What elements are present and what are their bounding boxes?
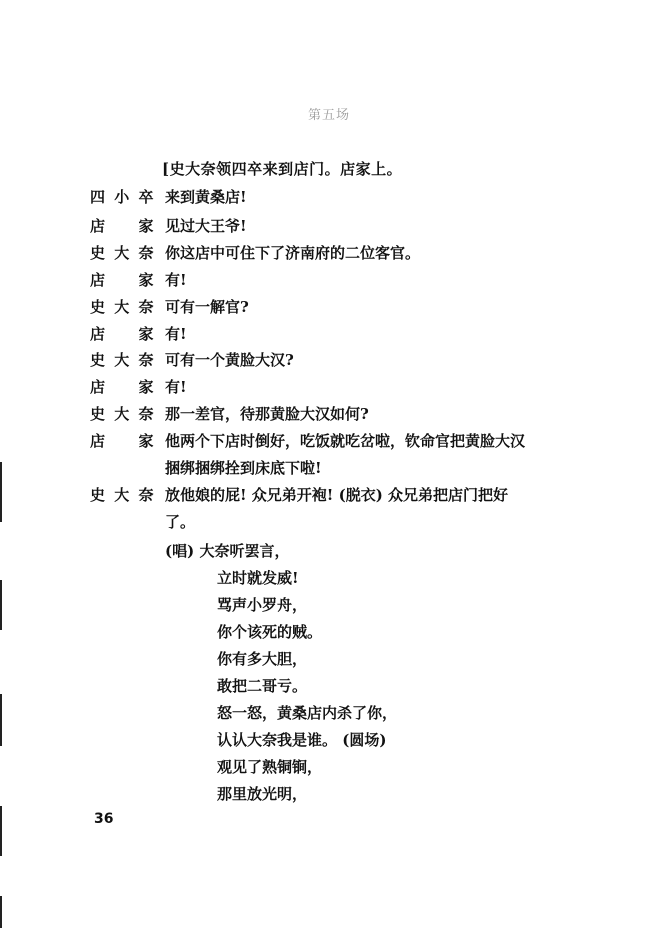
song-line: 立时就发威! (217, 569, 299, 587)
speech-text: 有! (165, 325, 187, 343)
speaker-name: 史大奈 (90, 351, 154, 369)
speech-text: 你这店中可住下了济南府的二位客官。 (165, 244, 421, 262)
speech-continuation: 捆绑捆绑拴到床底下啦! (165, 459, 322, 477)
speaker-name: 店家 (90, 325, 154, 343)
speech-text: 可有一个黄脸大汉? (165, 351, 294, 369)
speech-text: 有! (165, 271, 187, 289)
scan-edge-mark (0, 694, 2, 746)
song-line: 敢把二哥亏。 (217, 677, 308, 695)
speech-text: 放他娘的屁! 众兄弟开袍! (脱衣) 众兄弟把店门把好 (165, 486, 509, 504)
speech-continuation: 了。 (165, 513, 196, 531)
song-line: 怒一怒，黄桑店内杀了你， (217, 704, 398, 722)
speech-text: 可有一解官? (165, 298, 249, 316)
speech-text: 来到黄桑店! (165, 188, 247, 206)
song-first-line (165, 540, 289, 561)
speaker-name: 史大奈 (90, 486, 154, 504)
scan-edge-mark (0, 896, 2, 928)
speaker-name: 店家 (90, 271, 154, 289)
speaker-name: 史大奈 (90, 244, 154, 262)
speaker-name: 史大奈 (90, 405, 154, 423)
speaker-name: 店家 (90, 432, 154, 450)
speaker-name: 店家 (90, 217, 154, 235)
song-line: 认认大奈我是谁。 (圆场) (217, 731, 387, 749)
sing-label: (唱) (165, 542, 195, 560)
speech-text: 见过大王爷! (165, 217, 247, 235)
speech-text: 有! (165, 378, 187, 396)
speech-text: 他两个下店时倒好，吃饭就吃岔啦，钦命官把黄脸大汉 (165, 432, 526, 450)
scene-header: 第五场 (308, 108, 351, 123)
scan-edge-mark (0, 580, 2, 630)
song-line: 那里放光明， (217, 785, 308, 803)
speaker-name: 店家 (90, 378, 154, 396)
speaker-name: 四小卒 (90, 188, 154, 206)
speaker-name: 史大奈 (90, 298, 154, 316)
stage-direction: [史大奈领四卒来到店门。店家上。 (162, 160, 403, 178)
song-line: 大奈听罢言， (199, 542, 290, 560)
page-number: 36 (94, 811, 114, 827)
song-line: 骂声小罗舟， (217, 596, 308, 614)
song-line: 你个该死的贼。 (217, 623, 323, 641)
scan-edge-mark (0, 806, 2, 856)
song-line: 你有多大胆， (217, 650, 308, 668)
scan-edge-mark (0, 462, 2, 522)
song-line: 观见了熟铜锏， (217, 758, 323, 776)
speech-text: 那一差官，待那黄脸大汉如何? (165, 405, 369, 423)
